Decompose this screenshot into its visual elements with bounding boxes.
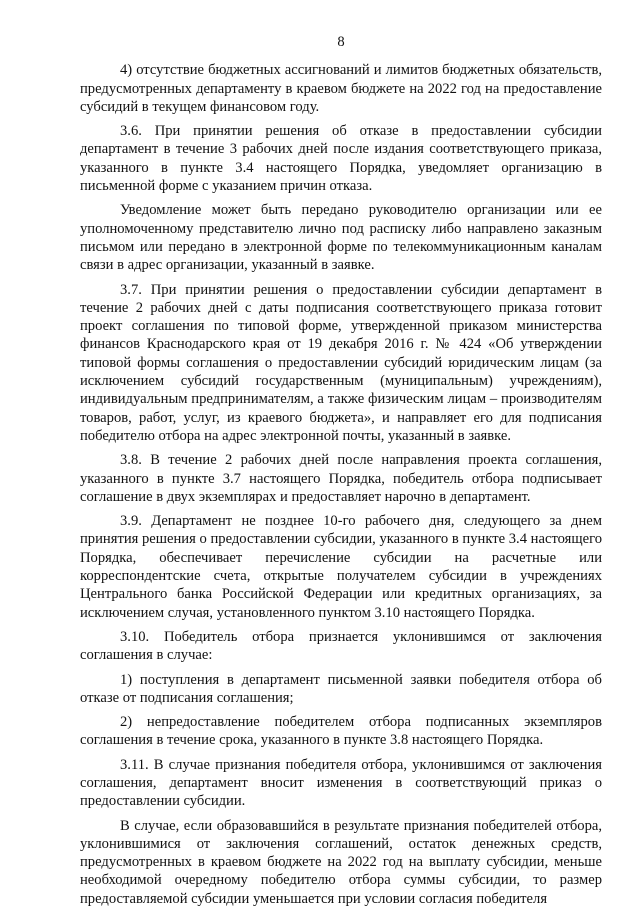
paragraph-3-11: 3.11. В случае признания победителя отбора, уклонившимся от заключения соглашения, департамент вносит изменения в соответствующий приказ о предоставлении субсидии. [80, 756, 602, 810]
paragraph-4-no-budget: 4) отсутствие бюджетных ассигнований и лимитов бюджетных обязательств, предусмотренных департаменту в краевом бюджете на 2022 год на предоставление субсидий в текущем финансовом году. [80, 62, 602, 115]
page-number: 8 [337, 34, 345, 50]
paragraph-3-10-item-1: 1) поступления в департамент письменной заявки победителя отбора об отказе от подписания соглашения; [80, 671, 602, 706]
paragraph-notification: Уведомление может быть передано руководителю организации или ее уполномоченному представителю лично под расписку либо направлено заказным письмом или передано в электронной форме по телекоммуникационным каналам связи в адрес организации, указанный в заявке. [80, 202, 602, 274]
paragraph-3-8: 3.8. В течение 2 рабочих дней после направления проекта соглашения, указанного в пункте 3.7 настоящего Порядка, победитель отбора подписывает соглашение в двух экземплярах и предоставляет нарочно в департамент. [80, 452, 602, 505]
paragraph-3-10-item-2: 2) непредоставление победителем отбора подписанных экземпляров соглашения в течение срока, указанного в пункте 3.8 настоящего Порядка. [80, 714, 602, 749]
paragraph-remainder-case: В случае, если образовавшийся в результате признания победителей отбора, уклонившимися от заключения соглашений, остаток денежных средств, предусмотренных в краевом бюджете на 2022 год на выплату субсидии, меньше необходимой очередному победителю отбора суммы субсидии, то размер предоставляемой субсидии уменьшается при условии согласия победителя [80, 817, 602, 907]
paragraph-3-9: 3.9. Департамент не позднее 10-го рабочего дня, следующего за днем принятия решения о предоставлении субсидии, указанного в пункте 3.4 настоящего Порядка, обеспечивает перечисление субсидии на расчетные или корреспондентские счета, открытые получателем субсидии в учреждениях Центрального банка Российской Федерации или кредитных организациях, за исключением случая, установленного пунктом 3.10 настоящего Порядка. [80, 513, 602, 621]
paragraph-3-10: 3.10. Победитель отбора признается уклонившимся от заключения соглашения в случае: [80, 628, 602, 664]
paragraph-3-7: 3.7. При принятии решения о предоставлении субсидии департамент в течение 2 рабочих дней с даты подписания соответствующего приказа готовит проект соглашения по типовой форме, утвержденной приказом министерства финансов Краснодарского края от 19 декабря 2016 г. № 424 «Об утверждении типовой формы соглашения о предоставлении субсидий юридическим лицам (за исключением субсидий государственным (муниципальным) учреждениям), индивидуальным предпринимателям, а также физическим лицам – производителям товаров, работ, услуг, из краевого бюджета», и направляет его для подписания победителю отбора на адрес электронной почты, указанный в заявке. [80, 281, 602, 444]
paragraph-3-6: 3.6. При принятии решения об отказе в предоставлении субсидии департамент в течение 3 рабочих дней после издания соответствующего приказа, указанного в пункте 3.4 настоящего Порядка, уведомляет организацию в письменной форме с указанием причин отказа. [80, 123, 602, 195]
